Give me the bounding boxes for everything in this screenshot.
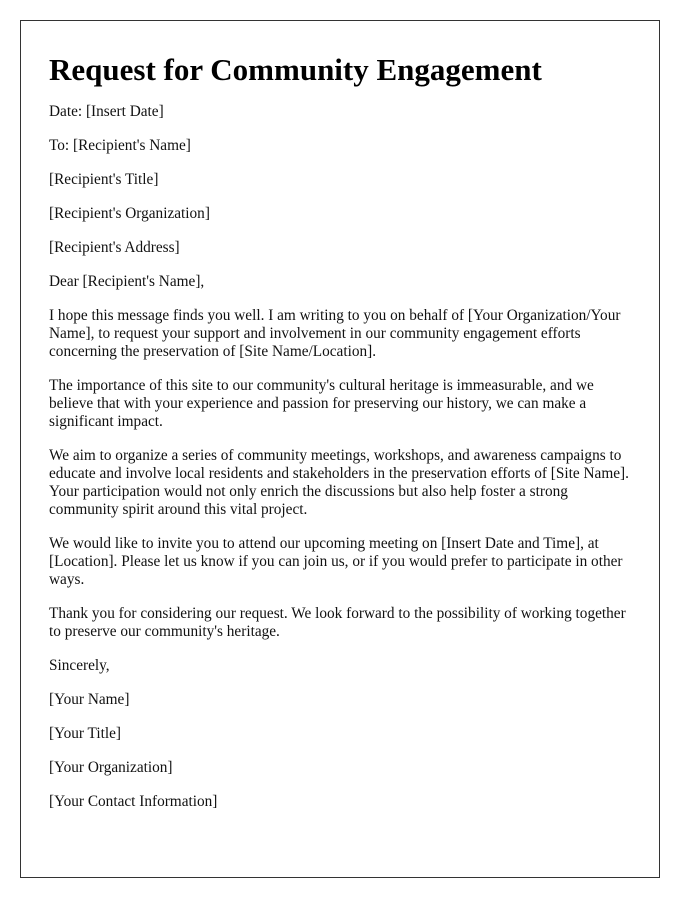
body-paragraph-intro: I hope this message finds you well. I am writing to you on behalf of [Your Organization/Your Name], to request your support and involvement in our community engagement efforts concerning the preservation of [Site Name/Location].	[49, 307, 621, 360]
letter-page	[20, 20, 660, 878]
body-paragraph-plans: We aim to organize a series of community meetings, workshops, and awareness campaigns to educate and involve local residents and stakeholders in the preservation efforts of [Site Name]. Your participation would not only enrich the discussions but also help foster a strong community spirit around this vital project.	[49, 447, 629, 518]
recipient-name-line: To: [Recipient's Name]	[49, 137, 191, 154]
letter-title: Request for Community Engagement	[49, 52, 542, 87]
salutation: Dear [Recipient's Name],	[49, 273, 205, 290]
recipient-organization: [Recipient's Organization]	[49, 205, 210, 222]
body-paragraph-thanks: Thank you for considering our request. We look forward to the possibility of working together to preserve our community's heritage.	[49, 605, 626, 640]
letter-content	[49, 51, 639, 827]
body-paragraph-invitation: We would like to invite you to attend our upcoming meeting on [Insert Date and Time], at [Location]. Please let us know if you can join us, or if you would prefer to participate in other ways.	[49, 535, 623, 588]
date-line: Date: [Insert Date]	[49, 103, 164, 120]
recipient-address: [Recipient's Address]	[49, 239, 180, 256]
signature-name: [Your Name]	[49, 691, 130, 708]
closing: Sincerely,	[49, 657, 110, 674]
signature-organization: [Your Organization]	[49, 759, 173, 776]
signature-title: [Your Title]	[49, 725, 121, 742]
signature-contact: [Your Contact Information]	[49, 793, 218, 810]
recipient-title: [Recipient's Title]	[49, 171, 159, 188]
body-paragraph-importance: The importance of this site to our community's cultural heritage is immeasurable, and we believe that with your experience and passion for preserving our history, we can make a significant impact.	[49, 377, 594, 430]
